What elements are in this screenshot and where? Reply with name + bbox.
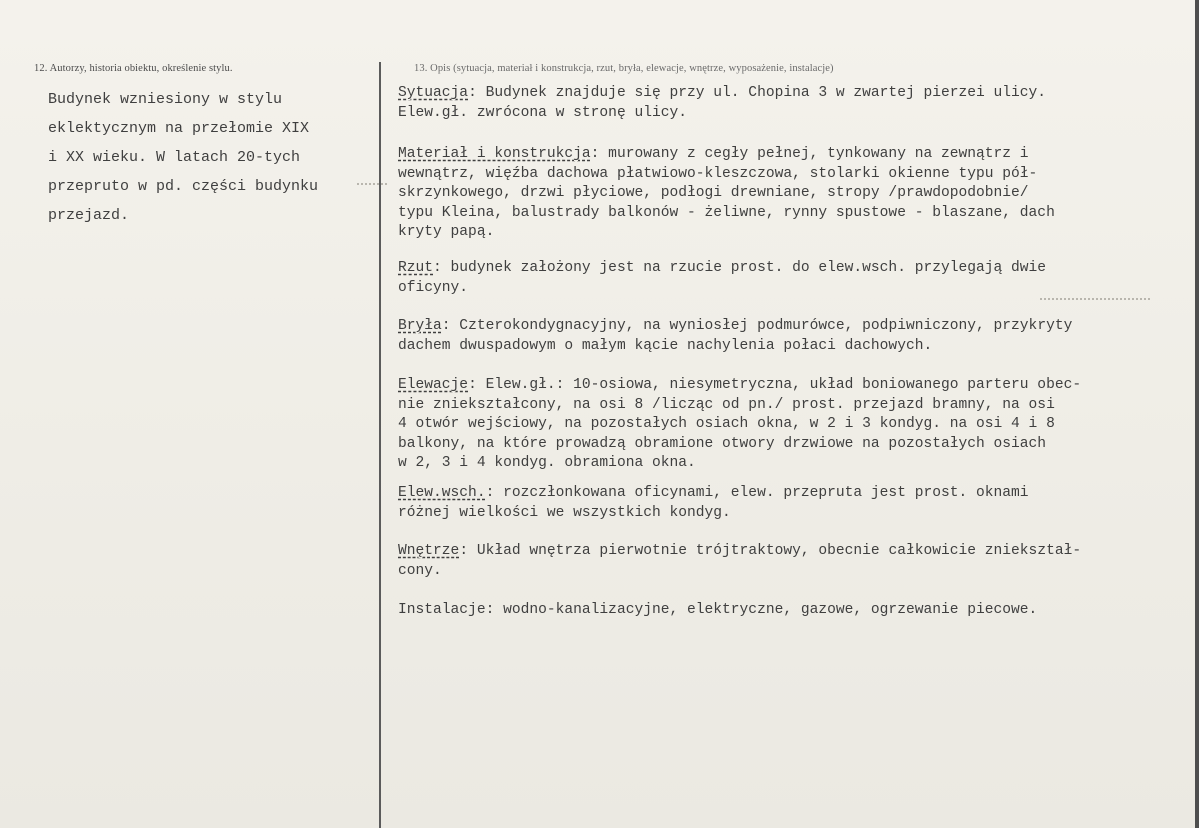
text-line: kryty papą.: [398, 224, 495, 240]
faint-dot-mark: [1040, 298, 1150, 301]
section-heading: Rzut: [398, 260, 434, 276]
text-line: przepruto w pd. części budynku: [48, 178, 319, 195]
section-heading: Bryła: [398, 318, 442, 334]
section-heading: Wnętrze: [398, 543, 460, 559]
text-line: i XX wieku. W latach 20-tych: [48, 149, 301, 166]
section-heading: Elew.wsch.: [398, 485, 486, 501]
section-sytuacja: [398, 84, 1183, 123]
history-text: [48, 85, 368, 230]
text-line: oficyny.: [398, 279, 469, 296]
section-elewacje: [398, 376, 1183, 474]
section-heading: Materiał i konstrukcja: [398, 146, 591, 162]
text-line: przejazd.: [48, 207, 130, 224]
section-wnetrze: [398, 542, 1183, 581]
text-line: Elew.wsch.: rozczłonkowana oficynami, elew. przepruta jest prost. oknami: [398, 485, 1029, 501]
text-line: różnej wielkości we wszystkich kondyg.: [398, 504, 731, 521]
section-bryla: [398, 317, 1183, 356]
section-instalacje: [398, 601, 1183, 621]
column-divider: [379, 62, 381, 828]
text-line: nie zniekształcony, na osi 8 /licząc od pn./ prost. przejazd bramny, na osi: [398, 396, 1055, 413]
text-line: eklektycznym na przełomie XIX: [48, 120, 310, 137]
text-line: Elew.gł. zwrócona w stronę ulicy.: [398, 104, 688, 121]
text-line: Sytuacja: Budynek znajduje się przy ul. Chopina 3 w zwartej pierzei ulicy.: [398, 85, 1047, 101]
text-line: cony.: [398, 562, 442, 579]
text-line: dachem dwuspadowym o małym kącie nachylenia połaci dachowych.: [398, 337, 933, 354]
text-line: Materiał i konstrukcja: murowany z cegły pełnej, tynkowany na zewnątrz i: [398, 146, 1029, 162]
text-line: 4 otwór wejściowy, na pozostałych osiach okna, w 2 i 3 kondyg. na osi 4 i 8: [398, 416, 1055, 432]
section-material: [398, 145, 1183, 243]
text-line: Rzut: budynek założony jest na rzucie prost. do elew.wsch. przylegają dwie: [398, 260, 1047, 276]
text-line: wewnątrz, więźba dachowa płatwiowo-kleszczowa, stolarki okienne typu pół-: [398, 165, 1038, 182]
text-line: Elewacje: Elew.gł.: 10-osiowa, niesymetryczna, układ boniowanego parteru obec-: [398, 377, 1082, 393]
right-field-header: 13. Opis (sytuacja, materiał i konstrukcja, rzut, bryła, elewacje, wnętrze, wyposażenie, instalacje): [414, 63, 834, 74]
section-rzut: [398, 259, 1183, 298]
text-line: balkony, na które prowadzą obramione otwory drzwiowe na pozostałych osiach: [398, 435, 1047, 452]
text-line: Instalacje: wodno-kanalizacyjne, elektryczne, gazowe, ogrzewanie piecowe.: [398, 602, 1038, 618]
section-elew-wsch: [398, 484, 1183, 523]
text-line: Wnętrze: Układ wnętrza pierwotnie trójtraktowy, obecnie całkowicie zniekształ-: [398, 543, 1082, 559]
left-field-header: 12. Autorzy, historia obiektu, określenie stylu.: [34, 63, 233, 74]
text-line: Bryła: Czterokondygnacyjny, na wyniosłej podmurówce, podpiwniczony, przykryty: [398, 318, 1073, 334]
text-line: skrzynkowego, drzwi płyciowe, podłogi drewniane, stropy /prawdopodobnie/: [398, 185, 1029, 201]
section-heading: Sytuacja: [398, 85, 469, 101]
text-line: typu Kleina, balustrady balkonów - żeliwne, rynny spustowe - blaszane, dach: [398, 204, 1055, 221]
text-line: Budynek wzniesiony w stylu: [48, 91, 283, 108]
section-heading: Elewacje: [398, 377, 469, 393]
text-line: w 2, 3 i 4 kondyg. obramiona okna.: [398, 455, 696, 471]
